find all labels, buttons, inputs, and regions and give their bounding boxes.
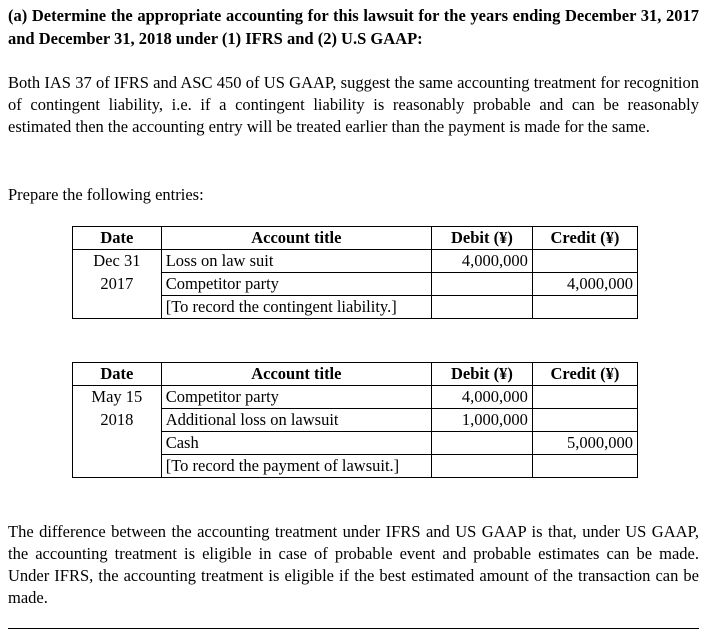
account-cell: Competitor party: [161, 273, 431, 296]
narration-cell: [To record the contingent liability.]: [161, 296, 431, 319]
account-cell: Cash: [161, 432, 431, 455]
credit-cell: [532, 296, 637, 319]
table-row: [73, 432, 638, 455]
header-date: Date: [73, 227, 162, 250]
header-debit: Debit (¥): [431, 363, 532, 386]
debit-cell: 1,000,000: [431, 409, 532, 432]
entry-date-blank: [73, 455, 162, 478]
debit-cell: [431, 296, 532, 319]
credit-cell: [532, 250, 637, 273]
debit-cell: [431, 273, 532, 296]
credit-cell: 5,000,000: [532, 432, 637, 455]
conclusion-paragraph: The difference between the accounting treatment under IFRS and US GAAP is that, under US GAAP, the accounting treatment is eligible in case of probable event and probable estimates can be made. Under IFRS, the accounting treatment is eligible if the best estimated amount of the transaction can be made.: [8, 522, 699, 607]
header-credit: Credit (¥): [532, 227, 637, 250]
header-account-title: Account title: [161, 227, 431, 250]
credit-cell: [532, 455, 637, 478]
table-row: [73, 296, 638, 319]
intro-paragraph: Both IAS 37 of IFRS and ASC 450 of US GAAP, suggest the same accounting treatment for recognition of contingent liability, i.e. if a contingent liability is reasonably probable and can be reasonably estimated then the accounting entry will be treated earlier than the payment is made for the same.: [8, 73, 699, 136]
entry-date-line2: 2017: [73, 273, 162, 296]
debit-cell: 4,000,000: [431, 250, 532, 273]
table-header-row: [73, 227, 638, 250]
entry-date-blank: [73, 296, 162, 319]
entry-date-line1: Dec 31: [73, 250, 162, 273]
journal-entry-2018: [72, 362, 638, 478]
narration-cell: [To record the payment of lawsuit.]: [161, 455, 431, 478]
credit-cell: [532, 386, 637, 409]
table-row: [73, 455, 638, 478]
entry-date-blank: [73, 432, 162, 455]
account-cell: Competitor party: [161, 386, 431, 409]
entry-date-line2: 2018: [73, 409, 162, 432]
header-debit: Debit (¥): [431, 227, 532, 250]
entry-date-line1: May 15: [73, 386, 162, 409]
prepare-entries-label: Prepare the following entries:: [8, 185, 204, 204]
header-credit: Credit (¥): [532, 363, 637, 386]
credit-cell: [532, 409, 637, 432]
header-account-title: Account title: [161, 363, 431, 386]
account-cell: Additional loss on lawsuit: [161, 409, 431, 432]
table-row: [73, 386, 638, 409]
question-heading: (a) Determine the appropriate accounting for this lawsuit for the years ending December 31, 2017 and December 31, 2018 under (1) IFRS and (2) U.S GAAP:: [8, 6, 699, 48]
document-page: [8, 4, 699, 607]
debit-cell: [431, 432, 532, 455]
debit-cell: [431, 455, 532, 478]
table-row: [73, 409, 638, 432]
bottom-divider: [8, 628, 699, 629]
table-header-row: [73, 363, 638, 386]
credit-cell: 4,000,000: [532, 273, 637, 296]
table-row: [73, 273, 638, 296]
account-cell: Loss on law suit: [161, 250, 431, 273]
header-date: Date: [73, 363, 162, 386]
debit-cell: 4,000,000: [431, 386, 532, 409]
table-row: [73, 250, 638, 273]
journal-entry-2017: [72, 226, 638, 319]
